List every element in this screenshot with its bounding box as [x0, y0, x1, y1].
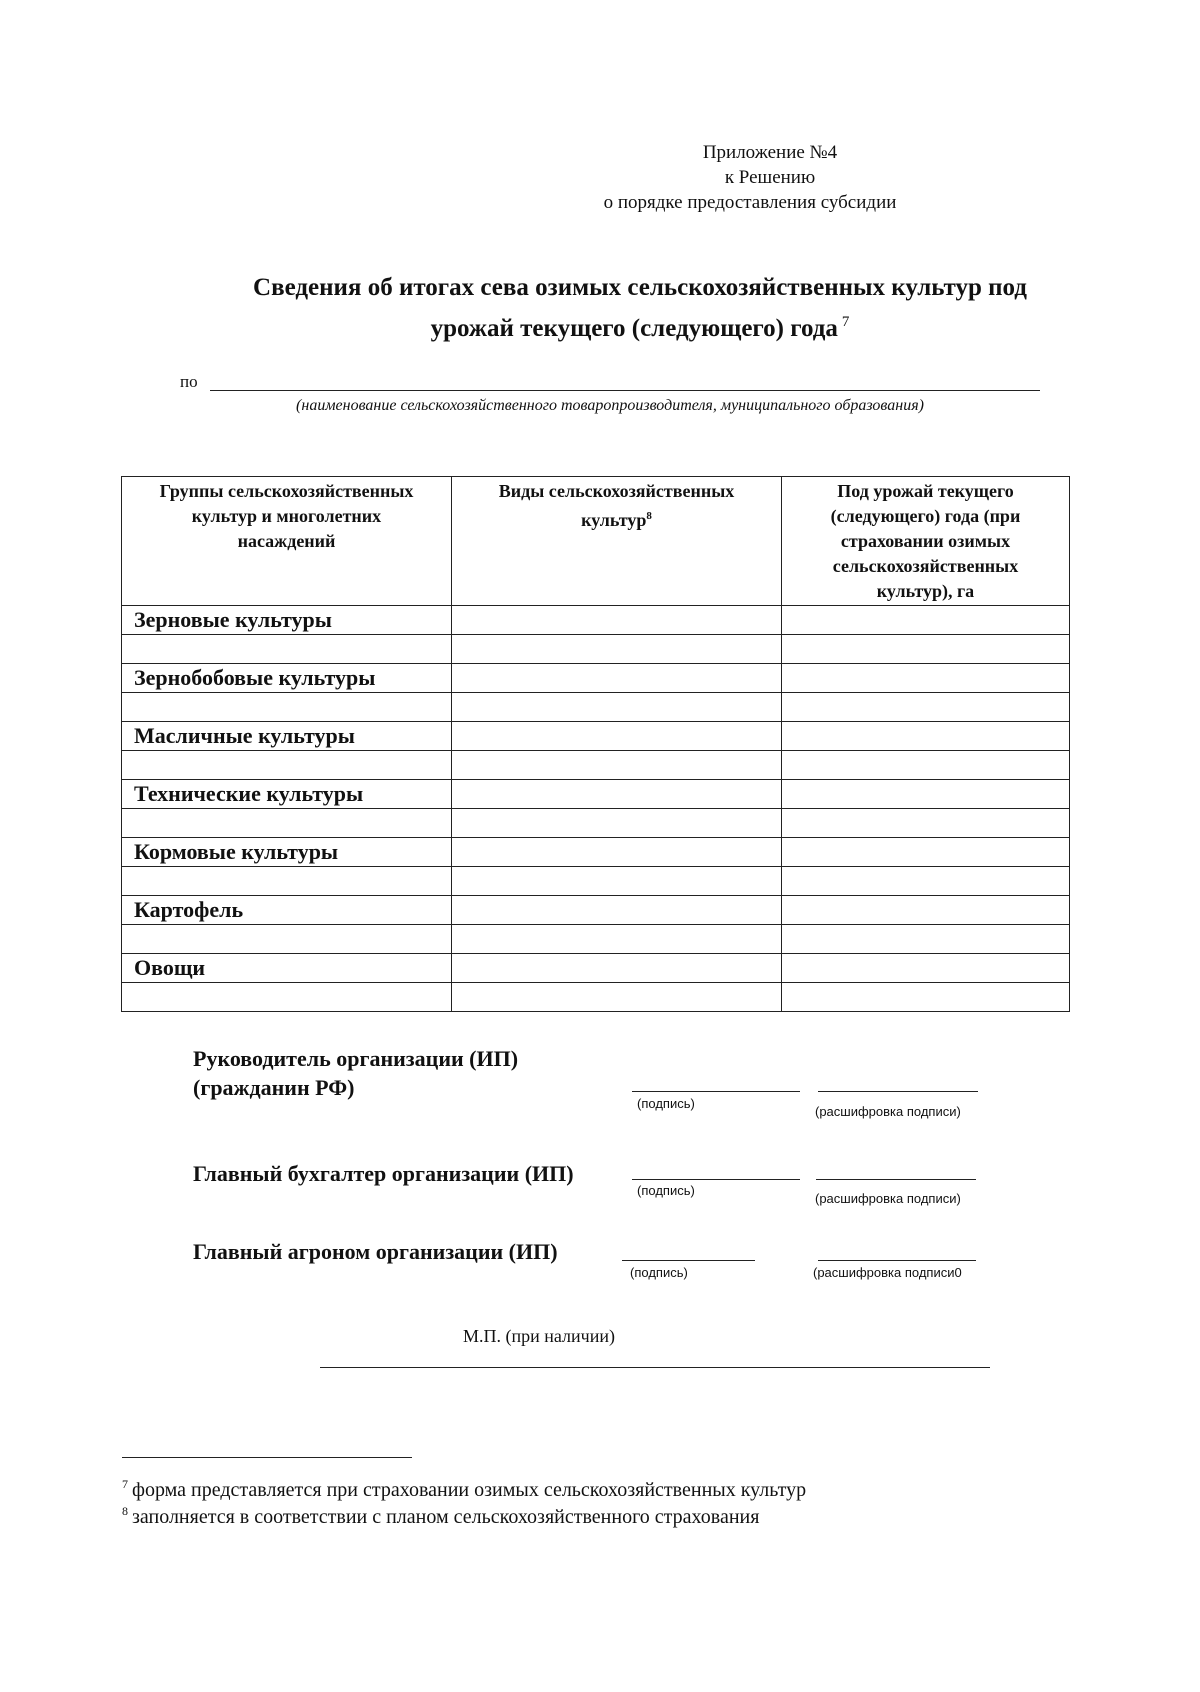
group-cell-empty[interactable]	[122, 809, 452, 838]
area-cell[interactable]	[782, 896, 1070, 925]
accountant-title: Главный бухгалтер организации (ИП)	[193, 1161, 574, 1186]
sowing-table	[121, 476, 1070, 1012]
head-decode-caption: (расшифровка подписи)	[815, 1104, 961, 1119]
area-cell[interactable]	[782, 664, 1070, 693]
recipient-field[interactable]	[210, 390, 1040, 391]
table-row	[122, 722, 1070, 751]
crop-type-cell[interactable]	[452, 838, 782, 867]
agronomist-signature-field[interactable]	[622, 1260, 755, 1261]
table-row	[122, 896, 1070, 925]
head-decode-field[interactable]	[818, 1091, 978, 1092]
group-cell-empty[interactable]	[122, 635, 452, 664]
accountant-decode-field[interactable]	[816, 1179, 976, 1180]
agronomist-decode-field[interactable]	[818, 1260, 976, 1261]
crop-type-cell[interactable]	[452, 606, 782, 635]
area-cell[interactable]	[782, 954, 1070, 983]
title-footnote-ref: 7	[841, 314, 850, 330]
group-cell: Зерновые культуры	[122, 606, 452, 635]
header-crop-types	[452, 477, 782, 606]
table-row	[122, 606, 1070, 635]
appendix-number: Приложение №4	[702, 142, 838, 163]
crop-type-cell[interactable]	[452, 925, 782, 954]
accountant-signature-caption: (подпись)	[637, 1183, 695, 1198]
document-title	[160, 270, 1120, 346]
area-cell[interactable]	[782, 606, 1070, 635]
title-line-2-text: урожай текущего (следующего) года	[430, 315, 838, 342]
stamp-line	[320, 1367, 990, 1368]
crop-type-cell[interactable]	[452, 635, 782, 664]
area-cell[interactable]	[782, 635, 1070, 664]
table-row	[122, 780, 1070, 809]
title-line-2	[160, 305, 1120, 346]
group-cell-empty[interactable]	[122, 867, 452, 896]
footnote-8-number: 8	[122, 1504, 128, 1518]
group-cell: Зернобобовые культуры	[122, 664, 452, 693]
agronomist-title: Главный агроном организации (ИП)	[193, 1239, 558, 1264]
header-area-text: Под урожай текущего (следующего) года (при страховании озимых сельскохозяйственных культур), га	[830, 481, 1021, 601]
header-crop-types-text: Виды сельскохозяйственных культур	[498, 481, 735, 530]
crop-type-cell[interactable]	[452, 983, 782, 1012]
table-row	[122, 954, 1070, 983]
area-cell[interactable]	[782, 693, 1070, 722]
header-crop-groups	[122, 477, 452, 606]
table-row	[122, 693, 1070, 722]
table-row	[122, 664, 1070, 693]
table-header-row	[122, 477, 1070, 606]
header-crop-groups-text: Группы сельскохозяйственных культур и многолетних насаждений	[159, 481, 414, 551]
area-cell[interactable]	[782, 751, 1070, 780]
table-row	[122, 925, 1070, 954]
appendix-subject: о порядке предоставления субсидии	[603, 192, 897, 213]
area-cell[interactable]	[782, 809, 1070, 838]
crop-type-cell[interactable]	[452, 664, 782, 693]
group-cell: Картофель	[122, 896, 452, 925]
accountant-signature-field[interactable]	[632, 1179, 800, 1180]
area-cell[interactable]	[782, 867, 1070, 896]
table-row	[122, 635, 1070, 664]
area-cell[interactable]	[782, 780, 1070, 809]
group-cell-empty[interactable]	[122, 925, 452, 954]
table-body	[122, 606, 1070, 1012]
recipient-caption: (наименование сельскохозяйственного товаропроизводителя, муниципального образования)	[296, 397, 924, 414]
footnote-8	[122, 1497, 759, 1531]
table-row	[122, 751, 1070, 780]
agronomist-signature-caption: (подпись)	[630, 1265, 688, 1280]
accountant-decode-caption: (расшифровка подписи)	[815, 1191, 961, 1206]
header-area	[782, 477, 1070, 606]
group-cell: Кормовые культуры	[122, 838, 452, 867]
crop-type-cell[interactable]	[452, 896, 782, 925]
group-cell-empty[interactable]	[122, 693, 452, 722]
head-signature-field[interactable]	[632, 1091, 800, 1092]
appendix-decision: к Решению	[724, 167, 816, 188]
footnote-7-text: форма представляется при страховании озимых сельскохозяйственных культур	[132, 1479, 807, 1501]
table-row	[122, 983, 1070, 1012]
table-row	[122, 838, 1070, 867]
group-cell: Технические культуры	[122, 780, 452, 809]
agronomist-decode-caption: (расшифровка подписи0	[813, 1265, 962, 1280]
group-cell-empty[interactable]	[122, 751, 452, 780]
recipient-label: по	[180, 372, 198, 391]
crop-type-cell[interactable]	[452, 954, 782, 983]
footnote-7-number: 7	[122, 1477, 128, 1491]
crop-type-cell[interactable]	[452, 751, 782, 780]
appendix-reference	[560, 140, 980, 215]
header-crop-types-wrap	[467, 479, 767, 533]
crop-type-cell[interactable]	[452, 722, 782, 751]
area-cell[interactable]	[782, 983, 1070, 1012]
crop-type-cell[interactable]	[452, 867, 782, 896]
footnote-divider	[122, 1457, 412, 1458]
area-cell[interactable]	[782, 838, 1070, 867]
crop-type-cell[interactable]	[452, 809, 782, 838]
stamp-label: М.П. (при наличии)	[463, 1326, 615, 1346]
head-signature-caption: (подпись)	[637, 1096, 695, 1111]
crop-type-cell[interactable]	[452, 693, 782, 722]
footnote-8-text: заполняется в соответствии с планом сельскохозяйственного страхования	[132, 1506, 760, 1528]
crop-type-cell[interactable]	[452, 780, 782, 809]
group-cell: Овощи	[122, 954, 452, 983]
header-crop-types-ref: 8	[646, 510, 652, 522]
head-title-line-1: Руководитель организации (ИП)	[193, 1046, 519, 1071]
area-cell[interactable]	[782, 722, 1070, 751]
group-cell: Масличные культуры	[122, 722, 452, 751]
area-cell[interactable]	[782, 925, 1070, 954]
table-row	[122, 809, 1070, 838]
table-row	[122, 867, 1070, 896]
head-title-line-2: (гражданин РФ)	[193, 1075, 355, 1100]
group-cell-empty[interactable]	[122, 983, 452, 1012]
title-line-1: Сведения об итогах сева озимых сельскохозяйственных культур под	[253, 274, 1027, 301]
